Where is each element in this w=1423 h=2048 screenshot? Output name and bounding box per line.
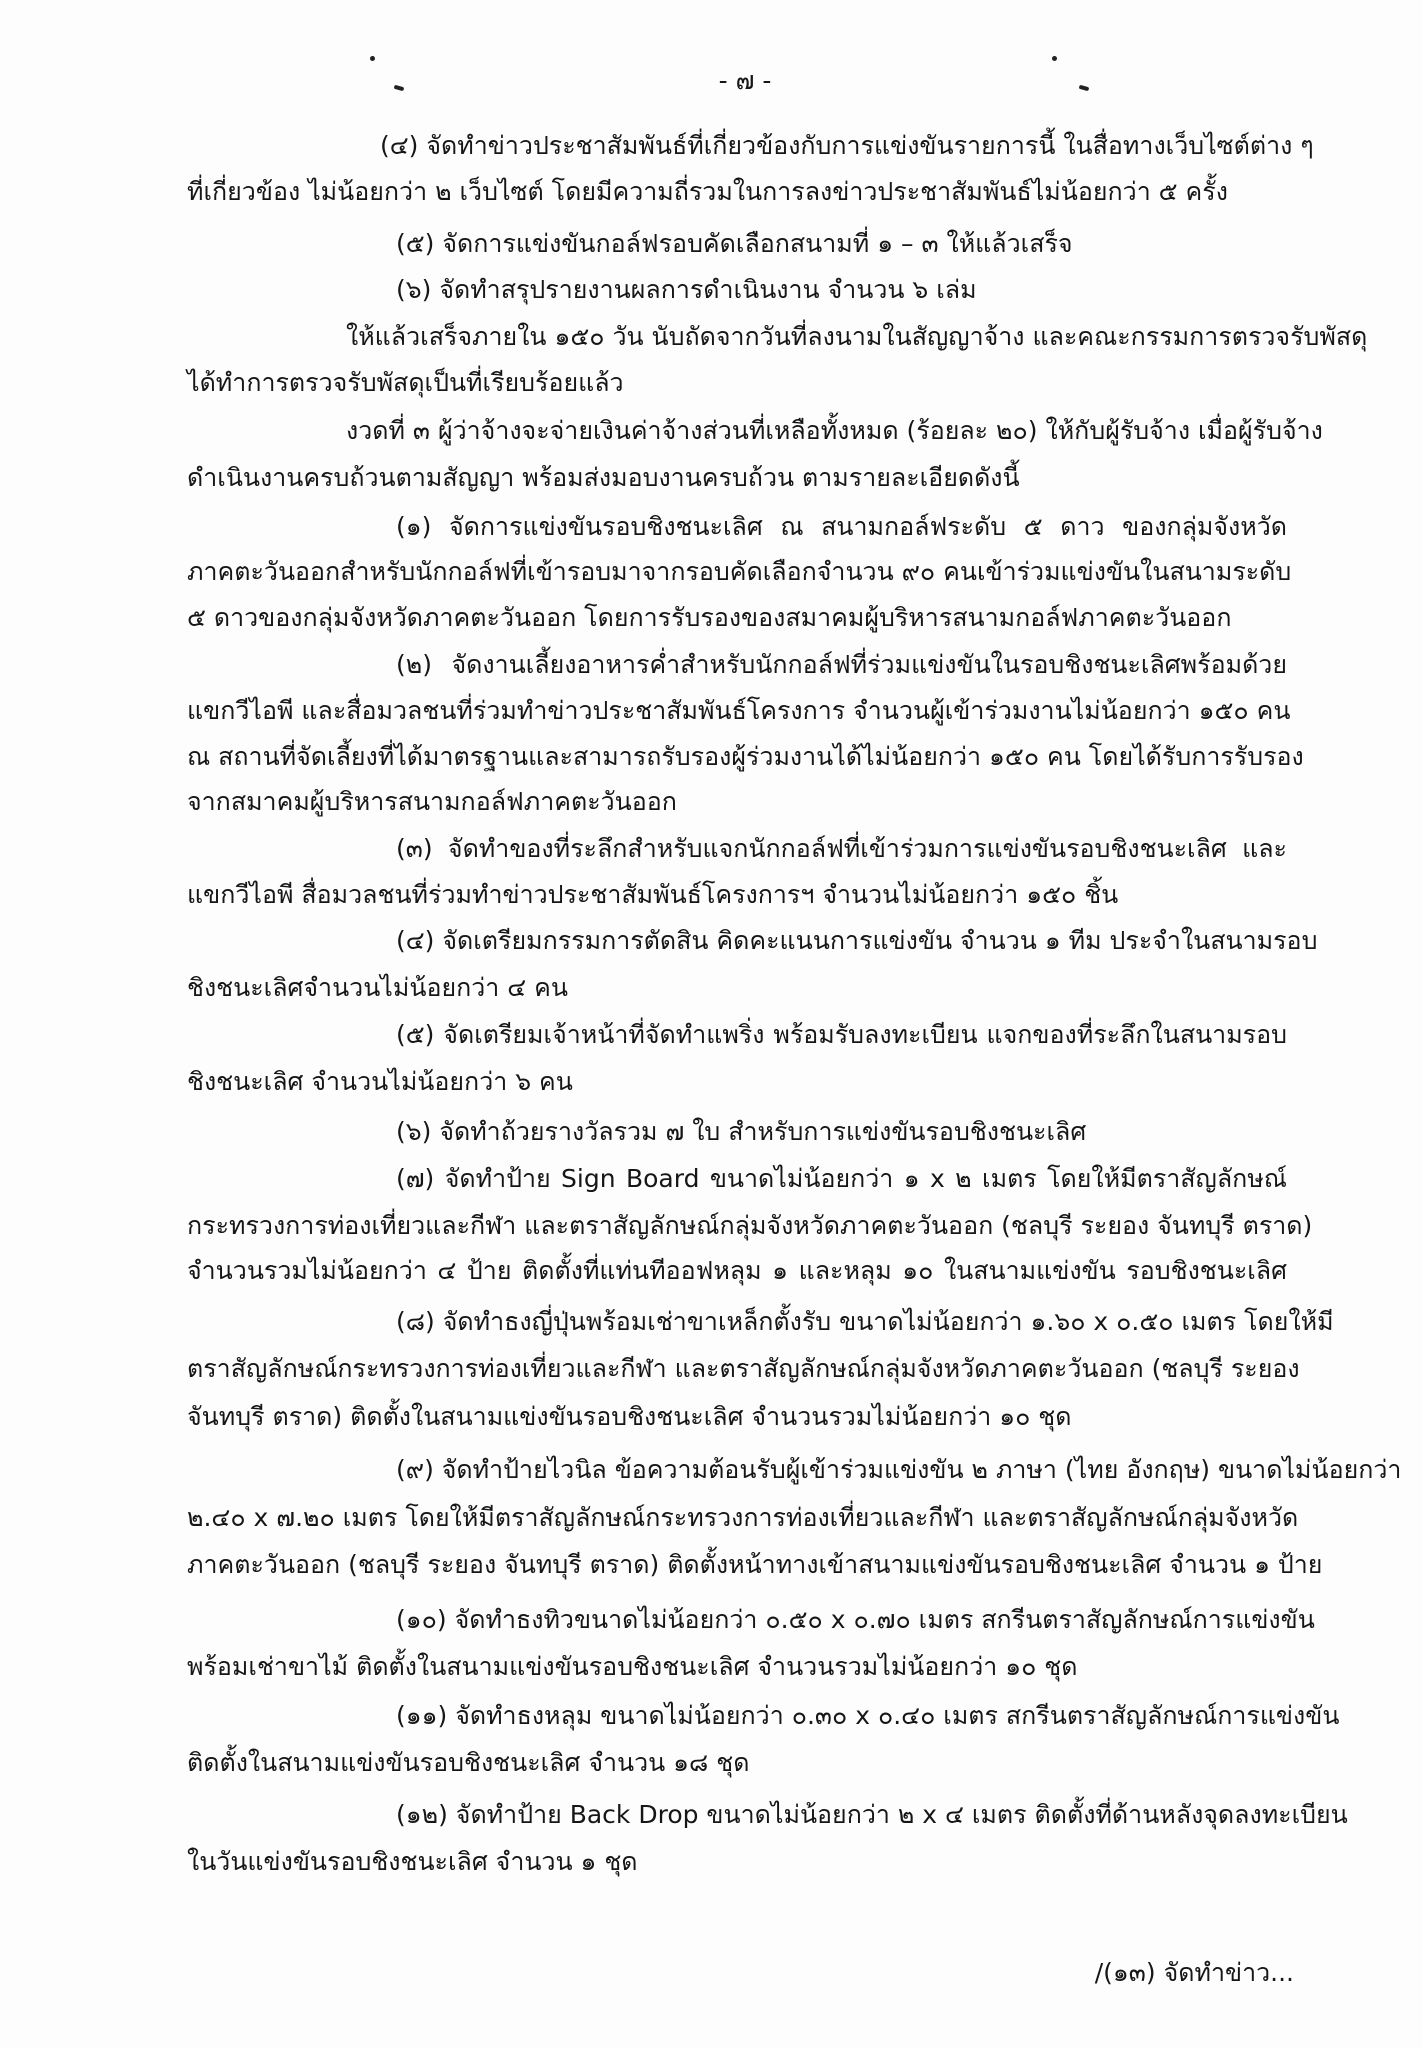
scan-mark — [394, 85, 405, 91]
scan-mark — [1079, 85, 1090, 91]
final-item-2-line-2: แขกวีไอพี และสื่อมวลชนที่ร่วมทำข่าวประชาสัมพันธ์โครงการ จำนวนผู้เข้าร่วมงานไม่น้อยกว่า ๑๕๐ คน — [187, 696, 1291, 725]
deliverable-item-4-line-2: ที่เกี่ยวข้อง ไม่น้อยกว่า ๒ เว็บไซต์ โดยมีความถี่รวมในการลงข่าวประชาสัมพันธ์ไม่น้อยกว่า ๕ ครั้ง — [187, 177, 1228, 206]
final-item-9-line-3: ภาคตะวันออก (ชลบุรี ระยอง จันทบุรี ตราด) ติดตั้งหน้าทางเข้าสนามแข่งขันรอบชิงชนะเลิศ จำนวน ๑ ป้าย — [187, 1550, 1323, 1579]
final-item-8-line-1: (๘) จัดทำธงญี่ปุ่นพร้อมเช่าขาเหล็กตั้งรับ ขนาดไม่น้อยกว่า ๑.๖๐ x ๐.๕๐ เมตร โดยให้มี — [396, 1307, 1334, 1336]
final-item-5-line-2: ชิงชนะเลิศ จำนวนไม่น้อยกว่า ๖ คน — [187, 1067, 573, 1096]
installment-3-intro-line-2: ดำเนินงานครบถ้วนตามสัญญา พร้อมส่งมอบงานครบถ้วน ตามรายละเอียดดังนี้ — [187, 463, 1020, 492]
final-item-8-line-3: จันทบุรี ตราด) ติดตั้งในสนามแข่งขันรอบชิงชนะเลิศ จำนวนรวมไม่น้อยกว่า ๑๐ ชุด — [187, 1402, 1072, 1431]
deliverable-item-6 — [187, 268, 1287, 312]
completion-line-2: ได้ทำการตรวจรับพัสดุเป็นที่เรียบร้อยแล้ว — [187, 368, 624, 397]
final-item-6-line-1: (๖) จัดทำถ้วยรางวัลรวม ๗ ใบ สำหรับการแข่งขันรอบชิงชนะเลิศ — [396, 1117, 1087, 1146]
final-item-2-line-1: (๒) จัดงานเลี้ยงอาหารค่ำสำหรับนักกอล์ฟที่ร่วมแข่งขันในรอบชิงชนะเลิศพร้อมด้วย — [396, 650, 1287, 679]
deliverable-item-5-line-1: (๕) จัดการแข่งขันกอล์ฟรอบคัดเลือกสนามที่ ๑ – ๓ ให้แล้วเสร็จ — [396, 229, 1073, 258]
final-item-8-line-2: ตราสัญลักษณ์กระทรวงการท่องเที่ยวและกีฬา และตราสัญลักษณ์กลุ่มจังหวัดภาคตะวันออก (ชลบุรี ระยอง — [187, 1354, 1300, 1383]
final-item-2-line-3: ณ สถานที่จัดเลี้ยงที่ได้มาตรฐานและสามารถรับรองผู้ร่วมงานได้ไม่น้อยกว่า ๑๕๐ คน โดยได้รับการรับรอง — [187, 742, 1304, 771]
final-item-11 — [187, 1694, 1340, 1785]
scan-mark — [370, 56, 375, 61]
final-item-9 — [187, 1448, 1402, 1587]
final-item-11-line-1: (๑๑) จัดทำธงหลุม ขนาดไม่น้อยกว่า ๐.๓๐ x ๐.๔๐ เมตร สกรีนตราสัญลักษณ์การแข่งขัน — [396, 1701, 1340, 1730]
final-item-12-line-2: ในวันแข่งขันรอบชิงชนะเลิศ จำนวน ๑ ชุด — [187, 1847, 638, 1876]
final-item-3-line-2: แขกวีไอพี สื่อมวลชนที่ร่วมทำข่าวประชาสัมพันธ์โครงการฯ จำนวนไม่น้อยกว่า ๑๕๐ ชิ้น — [187, 880, 1119, 909]
scan-mark — [1052, 56, 1057, 61]
final-item-7-line-2: กระทรวงการท่องเที่ยวและกีฬา และตราสัญลักษณ์กลุ่มจังหวัดภาคตะวันออก (ชลบุรี ระยอง จันทบุรี ตราด) — [187, 1211, 1313, 1240]
final-item-4 — [187, 919, 1318, 1010]
final-item-12 — [187, 1793, 1348, 1884]
installment-3-intro-line-1: งวดที่ ๓ ผู้ว่าจ้างจะจ่ายเงินค่าจ้างส่วนที่เหลือทั้งหมด (ร้อยละ ๒๐) ให้กับผู้รับจ้าง เมื่อผู้รับจ้าง — [346, 416, 1323, 445]
final-item-1 — [187, 505, 1292, 640]
final-item-7 — [187, 1157, 1313, 1293]
final-item-3-line-1: (๓) จัดทำของที่ระลึกสำหรับแจกนักกอล์ฟที่เข้าร่วมการแข่งขันรอบชิงชนะเลิศ และ — [396, 834, 1287, 863]
page-continuation-note: /(๑๓) จัดทำข่าว... — [1094, 1958, 1294, 1987]
final-item-1-line-1: (๑) จัดการแข่งขันรอบชิงชนะเลิศ ณ สนามกอล์ฟระดับ ๕ ดาว ของกลุ่มจังหวัด — [396, 512, 1287, 541]
final-item-2-line-4: จากสมาคมผู้บริหารสนามกอล์ฟภาคตะวันออก — [187, 787, 677, 816]
final-item-1-line-3: ๕ ดาวของกลุ่มจังหวัดภาคตะวันออก โดยการรับรองของสมาคมผู้บริหารสนามกอล์ฟภาคตะวันออก — [187, 603, 1232, 632]
final-item-1-line-2: ภาคตะวันออกสำหรับนักกอล์ฟที่เข้ารอบมาจากรอบคัดเลือกจำนวน ๙๐ คนเข้าร่วมแข่งขันในสนามระดับ — [187, 557, 1292, 586]
final-item-7-line-3: จำนวนรวมไม่น้อยกว่า ๔ ป้าย ติดตั้งที่แท่นทีออฟหลุม ๑ และหลุม ๑๐ ในสนามแข่งขัน รอบชิงชนะเลิศ — [187, 1256, 1287, 1285]
deliverable-item-5 — [187, 222, 1287, 266]
deliverable-item-4 — [187, 124, 1314, 214]
final-item-6 — [187, 1110, 1287, 1154]
final-item-4-line-1: (๔) จัดเตรียมกรรมการตัดสิน คิดคะแนนการแข่งขัน จำนวน ๑ ทีม ประจำในสนามรอบ — [396, 926, 1318, 955]
deliverable-item-6-line-1: (๖) จัดทำสรุปรายงานผลการดำเนินงาน จำนวน ๖ เล่ม — [396, 275, 977, 304]
final-item-2 — [187, 643, 1304, 824]
installment-2-completion — [187, 315, 1368, 405]
installment-3-intro — [187, 409, 1323, 500]
final-item-11-line-2: ติดตั้งในสนามแข่งขันรอบชิงชนะเลิศ จำนวน ๑๘ ชุด — [187, 1748, 750, 1777]
final-item-10 — [187, 1598, 1315, 1689]
final-item-9-line-2: ๒.๔๐ x ๗.๒๐ เมตร โดยให้มีตราสัญลักษณ์กระทรวงการท่องเที่ยวและกีฬา และตราสัญลักษณ์กลุ่มจังหวัด — [187, 1503, 1299, 1532]
final-item-5 — [187, 1013, 1287, 1104]
final-item-8 — [187, 1300, 1334, 1439]
final-item-7-line-1: (๗) จัดทำป้าย Sign Board ขนาดไม่น้อยกว่า ๑ x ๒ เมตร โดยให้มีตราสัญลักษณ์ — [396, 1164, 1287, 1193]
final-item-5-line-1: (๕) จัดเตรียมเจ้าหน้าที่จัดทำแพริ่ง พร้อมรับลงทะเบียน แจกของที่ระลึกในสนามรอบ — [396, 1020, 1287, 1049]
final-item-4-line-2: ชิงชนะเลิศจำนวนไม่น้อยกว่า ๔ คน — [187, 973, 568, 1002]
page-number: - ๗ - — [718, 66, 772, 95]
final-item-10-line-1: (๑๐) จัดทำธงทิวขนาดไม่น้อยกว่า ๐.๕๐ x ๐.๗๐ เมตร สกรีนตราสัญลักษณ์การแข่งขัน — [396, 1605, 1315, 1634]
deliverable-item-4-line-1: (๔) จัดทำข่าวประชาสัมพันธ์ที่เกี่ยวข้องกับการแข่งขันรายการนี้ ในสื่อทางเว็บไซต์ต่าง ๆ — [380, 131, 1314, 160]
final-item-10-line-2: พร้อมเช่าขาไม้ ติดตั้งในสนามแข่งขันรอบชิงชนะเลิศ จำนวนรวมไม่น้อยกว่า ๑๐ ชุด — [187, 1652, 1078, 1681]
final-item-12-line-1: (๑๒) จัดทำป้าย Back Drop ขนาดไม่น้อยกว่า ๒ x ๔ เมตร ติดตั้งที่ด้านหลังจุดลงทะเบียน — [396, 1800, 1348, 1829]
final-item-9-line-1: (๙) จัดทำป้ายไวนิล ข้อความต้อนรับผู้เข้าร่วมแข่งขัน ๒ ภาษา (ไทย อังกฤษ) ขนาดไม่น้อยกว่า — [396, 1455, 1402, 1484]
completion-line-1: ให้แล้วเสร็จภายใน ๑๕๐ วัน นับถัดจากวันที่ลงนามในสัญญาจ้าง และคณะกรรมการตรวจรับพัสดุ — [346, 322, 1368, 351]
final-item-3 — [187, 827, 1287, 917]
